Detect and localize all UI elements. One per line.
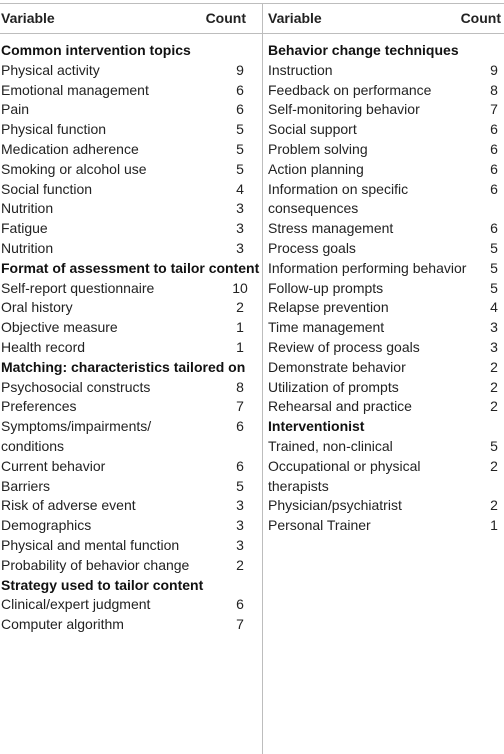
table-row (0, 199, 262, 219)
section-heading-row (0, 259, 262, 279)
variable-cell: Utilization of prompts (268, 378, 399, 395)
count-cell: 8 (236, 378, 244, 395)
table-row (0, 239, 262, 259)
count-cell: 7 (490, 101, 498, 118)
table-row (0, 61, 262, 81)
variable-cell: Social support (268, 121, 357, 138)
count-cell: 1 (490, 517, 498, 534)
variable-cell: Physical activity (1, 61, 100, 78)
count-cell: 1 (236, 319, 244, 336)
right-column (263, 3, 504, 536)
section-heading: Format of assessment to tailor content (1, 259, 260, 276)
count-cell: 6 (490, 160, 498, 177)
variable-cell: Health record (1, 338, 86, 355)
variable-cell: Smoking or alcohol use (1, 160, 147, 177)
table-row (0, 120, 262, 140)
count-cell: 3 (236, 200, 244, 217)
variable-cell: Occupational or physical therapists (268, 457, 421, 494)
table-row (263, 160, 504, 180)
count-cell: 6 (236, 457, 244, 474)
variable-cell: Trained, non-clinical (268, 437, 393, 454)
count-cell: 3 (490, 338, 498, 355)
variable-cell: Physical and mental function (1, 536, 180, 553)
variable-cell: Barriers (1, 477, 51, 494)
table-row (0, 496, 262, 516)
count-cell: 5 (236, 160, 244, 177)
count-cell: 4 (490, 299, 498, 316)
variable-cell: Self-monitoring behavior (268, 101, 420, 118)
table-row (263, 219, 504, 239)
table-row (0, 180, 262, 200)
count-cell: 5 (490, 239, 498, 256)
variable-cell: Demographics (1, 517, 92, 534)
count-cell: 3 (490, 319, 498, 336)
table-row (0, 160, 262, 180)
variable-cell: Demonstrate behavior (268, 358, 406, 375)
count-cell: 2 (236, 299, 244, 316)
section-heading: Behavior change techniques (268, 42, 459, 58)
count-cell: 7 (236, 616, 244, 633)
count-cell: 4 (236, 180, 244, 197)
variable-cell: Medication adherence (1, 140, 139, 157)
variable-cell: Symptoms/impairments/ conditions (1, 418, 152, 454)
variable-cell: Oral history (1, 299, 73, 316)
section-heading-row (263, 41, 504, 61)
table-row (263, 140, 504, 160)
variable-cell: Self-report questionnaire (1, 279, 155, 296)
count-cell: 3 (236, 239, 244, 256)
right-table-body (263, 33, 504, 536)
variable-cell: Problem solving (268, 140, 368, 157)
table-row (263, 457, 504, 497)
table-row (0, 536, 262, 556)
variable-cell: Fatigue (1, 220, 48, 237)
table-row (263, 496, 504, 516)
table-row (263, 120, 504, 140)
count-cell: 2 (490, 457, 498, 474)
variable-cell: Nutrition (1, 200, 54, 217)
variable-cell: Process goals (268, 239, 356, 256)
variable-cell: Action planning (268, 160, 364, 177)
count-cell: 6 (490, 180, 498, 197)
variable-cell: Review of process goals (268, 338, 420, 355)
table-row (0, 318, 262, 338)
variable-cell: Time management (268, 319, 385, 336)
table-row (263, 239, 504, 259)
variable-cell: Probability of behavior change (1, 556, 190, 573)
count-cell: 6 (490, 140, 498, 157)
count-cell: 6 (236, 418, 244, 435)
table-row (0, 298, 262, 318)
count-cell: 6 (490, 220, 498, 237)
count-cell: 2 (490, 398, 498, 415)
count-cell: 2 (490, 378, 498, 395)
variable-cell: Nutrition (1, 239, 54, 256)
table-row (0, 219, 262, 239)
table-row (263, 358, 504, 378)
count-cell: 3 (236, 517, 244, 534)
section-heading-row (263, 417, 504, 437)
table-row (0, 378, 262, 398)
table-row (0, 417, 262, 457)
variable-cell: Stress management (268, 220, 394, 237)
variable-cell: Feedback on performance (268, 81, 432, 98)
table-row (263, 279, 504, 299)
count-cell: 2 (236, 556, 244, 573)
table-row (0, 100, 262, 120)
variable-cell: Follow-up prompts (268, 279, 384, 296)
variable-cell: Relapse prevention (268, 299, 389, 316)
count-cell: 5 (236, 121, 244, 138)
variable-cell: Information performing behavior (268, 259, 467, 276)
variable-cell: Social function (1, 180, 93, 197)
variable-cell: Risk of adverse event (1, 497, 136, 514)
variable-cell: Current behavior (1, 457, 106, 474)
table-row (0, 338, 262, 358)
variable-cell: Instruction (268, 61, 333, 78)
table-row (263, 81, 504, 101)
count-cell: 6 (236, 101, 244, 118)
count-cell: 5 (490, 437, 498, 454)
count-cell: 3 (236, 220, 244, 237)
table-row (263, 378, 504, 398)
table-row (263, 298, 504, 318)
table-row (0, 477, 262, 497)
table-row (0, 140, 262, 160)
count-cell: 1 (236, 338, 244, 355)
right-header-variable: Variable (268, 10, 322, 26)
table-row (263, 338, 504, 358)
table-row (0, 556, 262, 576)
count-cell: 6 (236, 81, 244, 98)
table-row (263, 437, 504, 457)
variable-cell: Physical function (1, 121, 107, 138)
table-row (263, 397, 504, 417)
table-row (263, 318, 504, 338)
count-cell: 5 (490, 259, 498, 276)
table-row (263, 61, 504, 81)
variable-cell: Psychosocial constructs (1, 378, 151, 395)
section-heading-row (0, 576, 262, 596)
count-cell: 10 (232, 279, 248, 296)
section-heading: Matching: characteristics tailored on (1, 358, 246, 375)
table-row (0, 516, 262, 536)
right-header-count: Count (460, 10, 501, 26)
left-header-count: Count (205, 10, 246, 26)
variable-cell: Computer algorithm (1, 616, 124, 633)
left-header-row (0, 3, 262, 33)
variable-cell: Emotional management (1, 81, 149, 98)
variable-cell: Preferences (1, 398, 77, 415)
variable-cell: Information on specific consequences (268, 180, 409, 217)
count-cell: 5 (490, 279, 498, 296)
left-table-body (0, 33, 262, 635)
variable-cell: Personal Trainer (268, 517, 371, 534)
table-row (0, 397, 262, 417)
section-heading: Strategy used to tailor content (1, 576, 204, 593)
count-cell: 8 (490, 81, 498, 98)
count-cell: 3 (236, 536, 244, 553)
count-cell: 6 (236, 596, 244, 613)
count-cell: 6 (490, 121, 498, 138)
variable-cell: Pain (1, 101, 30, 118)
right-header-row (263, 3, 504, 33)
table-row (0, 279, 262, 299)
variable-cell: Rehearsal and practice (268, 398, 412, 415)
count-cell: 3 (236, 497, 244, 514)
count-cell: 9 (490, 61, 498, 78)
table-row (263, 259, 504, 279)
variable-cell: Clinical/expert judgment (1, 596, 151, 613)
count-cell: 5 (236, 140, 244, 157)
count-cell: 2 (490, 497, 498, 514)
section-heading: Interventionist (268, 418, 365, 435)
count-cell: 2 (490, 358, 498, 375)
count-cell: 5 (236, 477, 244, 494)
table-row (0, 595, 262, 615)
table-row (0, 615, 262, 635)
table-row (263, 516, 504, 536)
section-heading-row (0, 358, 262, 378)
table-row (263, 180, 504, 220)
section-heading-row (0, 41, 262, 61)
section-heading: Common intervention topics (1, 42, 191, 58)
table-row (0, 81, 262, 101)
variable-cell: Physician/psychiatrist (268, 497, 402, 514)
variable-cell: Objective measure (1, 319, 118, 336)
count-cell: 7 (236, 398, 244, 415)
left-header-variable: Variable (1, 10, 55, 26)
table-row (263, 100, 504, 120)
count-cell: 9 (236, 61, 244, 78)
left-column (0, 3, 262, 635)
table-row (0, 457, 262, 477)
